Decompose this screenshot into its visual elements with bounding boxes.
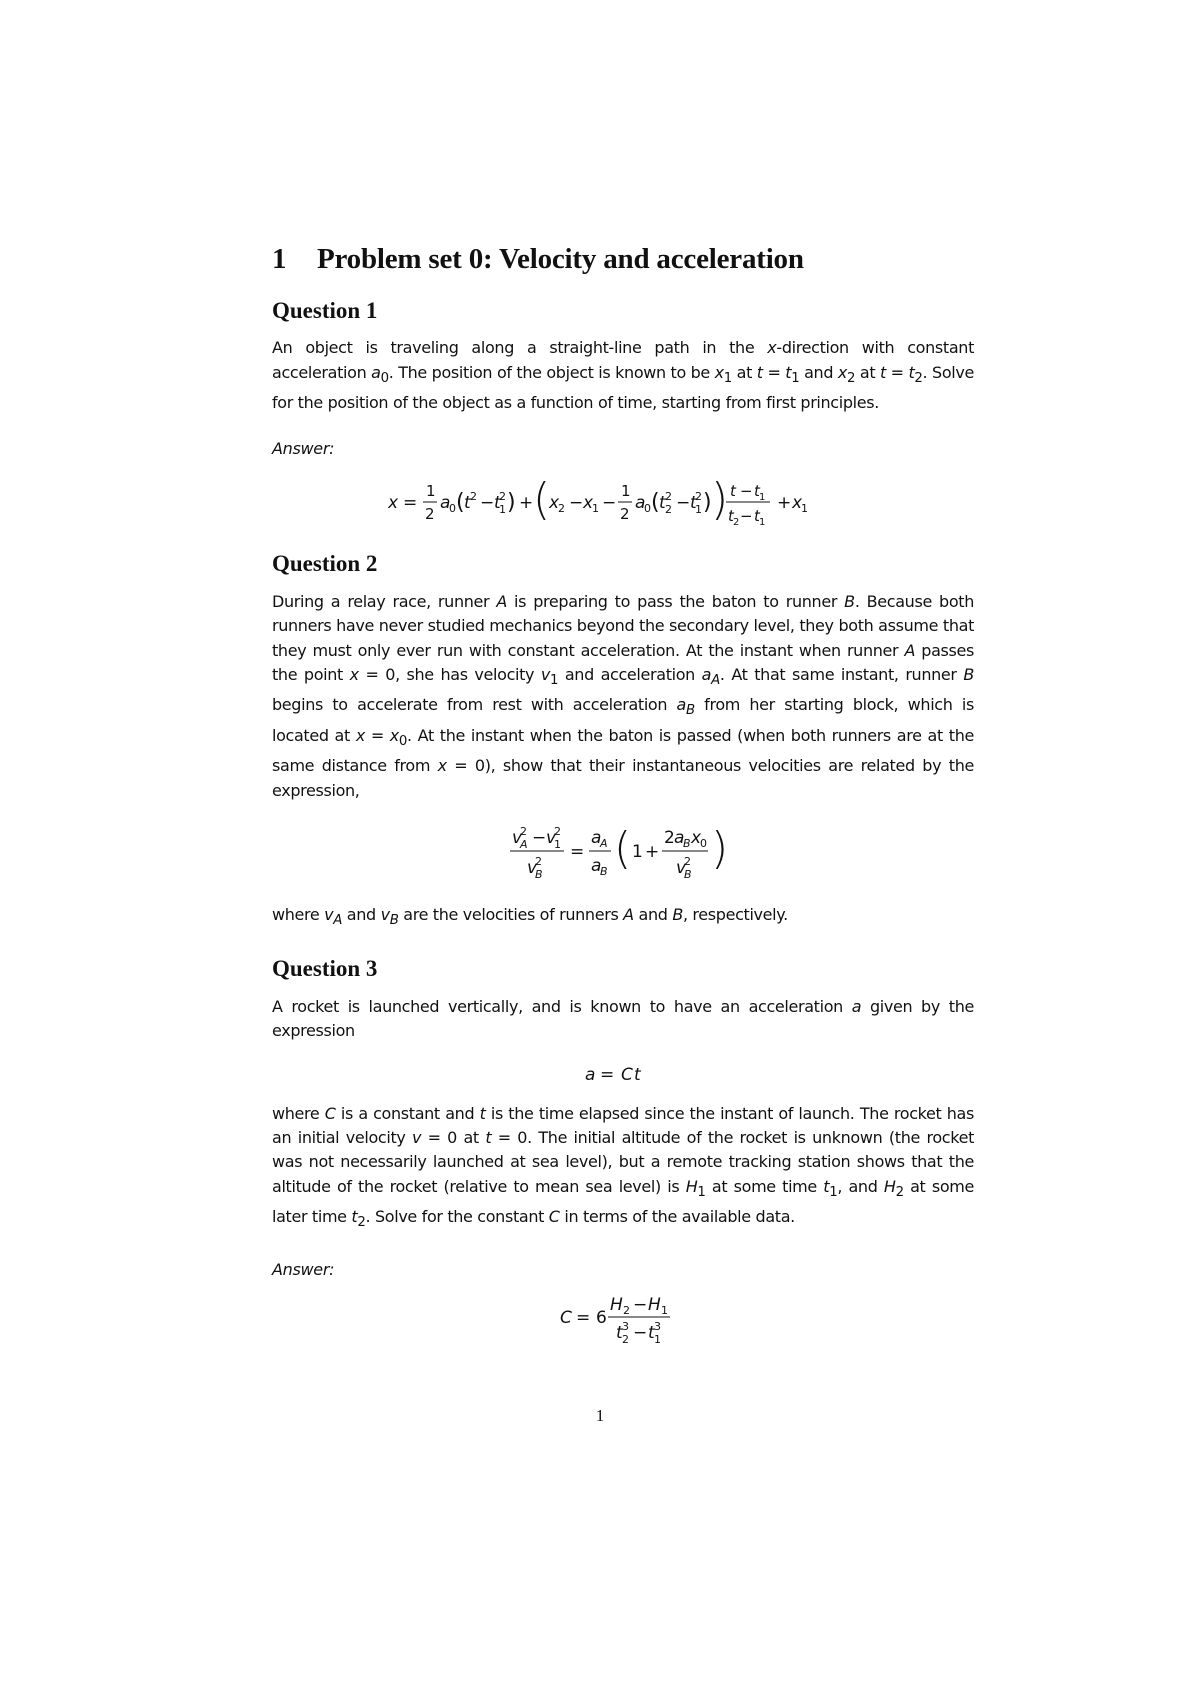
svg-text:1: 1 (759, 492, 766, 504)
svg-text:6: 6 (596, 1307, 607, 1328)
svg-text:−: − (602, 493, 617, 514)
equation-q3-given-svg (583, 1048, 663, 1100)
svg-text:2: 2 (622, 1332, 629, 1346)
question-1-text: An object is traveling along a straight-line path in the x-direction with constant acceleration $a_0$. The position of the object is known to be $x_1$ at $t = t_1$ and $x_2$ at $t = t_2$. Solve for the position of the object as a function of time, starting from first principles. (272, 338, 974, 413)
svg-text:−: − (569, 493, 584, 514)
svg-text:1: 1 (661, 1303, 668, 1317)
question-1-heading: Question 1 (272, 297, 378, 323)
page-number: 1 (595, 1406, 605, 1425)
svg-text:t: t (754, 507, 760, 526)
question-3-heading: Question 3 (272, 956, 378, 982)
question-2-equation (272, 811, 974, 891)
svg-text:C: C (560, 1307, 572, 1328)
svg-text:a: a (440, 493, 451, 514)
question-3-given-equation (272, 1048, 974, 1100)
question-1-answer-equation (272, 462, 974, 540)
svg-text:A: A (600, 837, 608, 850)
svg-text:t: t (464, 493, 471, 514)
svg-text:1: 1 (632, 842, 643, 862)
svg-text:2: 2 (535, 855, 542, 868)
svg-text:0: 0 (449, 502, 456, 516)
svg-text:(: ( (614, 823, 632, 874)
svg-text:3: 3 (622, 1319, 629, 1333)
svg-text:=: = (403, 493, 418, 514)
svg-text:2: 2 (664, 828, 675, 848)
svg-text:a: a (585, 1064, 596, 1085)
svg-text:2: 2 (684, 855, 691, 868)
svg-text:t: t (659, 493, 666, 514)
svg-text:1: 1 (801, 502, 808, 516)
question-3-answer-equation (272, 1285, 974, 1351)
svg-text:2: 2 (665, 503, 672, 517)
svg-text:=: = (570, 842, 585, 862)
svg-text:0: 0 (644, 502, 651, 516)
svg-text:): ) (507, 490, 516, 516)
svg-text:t: t (616, 1322, 623, 1343)
svg-text:(: ( (456, 490, 465, 516)
svg-text:1: 1 (654, 1332, 661, 1346)
svg-text:2: 2 (470, 490, 477, 504)
svg-text:−: − (633, 1322, 648, 1343)
svg-text:3: 3 (654, 1319, 661, 1333)
svg-text:1: 1 (621, 482, 631, 501)
svg-text:x: x (388, 493, 399, 514)
question-2-heading: Question 2 (272, 551, 378, 577)
svg-text:1: 1 (695, 503, 702, 517)
question-3-answer-label: Answer: (272, 1259, 335, 1279)
svg-text:−: − (740, 507, 753, 526)
svg-text:t: t (494, 493, 501, 514)
svg-text:B: B (535, 868, 543, 881)
svg-text:a: a (591, 856, 602, 876)
svg-text:B: B (600, 865, 608, 878)
svg-text:v: v (546, 828, 557, 848)
question-1 (272, 297, 974, 541)
svg-text:x: x (792, 493, 803, 514)
svg-text:1: 1 (426, 482, 436, 501)
equation-q1-svg (388, 462, 858, 540)
svg-text:2: 2 (733, 517, 740, 529)
svg-text:2: 2 (695, 490, 702, 504)
svg-text:2: 2 (499, 490, 506, 504)
svg-text:t: t (754, 482, 760, 501)
svg-text:2: 2 (554, 825, 561, 838)
svg-text:t: t (634, 1064, 641, 1085)
svg-text:): ) (711, 823, 729, 874)
svg-text:2: 2 (623, 1303, 630, 1317)
svg-text:B: B (684, 868, 692, 881)
svg-text:t: t (730, 482, 736, 501)
svg-text:1: 1 (592, 502, 599, 516)
svg-text:H: H (610, 1294, 623, 1315)
svg-text:v: v (527, 858, 538, 878)
svg-text:B: B (683, 837, 691, 850)
svg-text:t: t (690, 493, 697, 514)
svg-text:−: − (676, 493, 691, 514)
svg-text:x: x (691, 828, 702, 848)
svg-text:v: v (512, 828, 523, 848)
svg-text:2: 2 (520, 825, 527, 838)
svg-text:a: a (635, 493, 646, 514)
svg-text:2: 2 (558, 502, 565, 516)
svg-text:−: − (740, 482, 753, 501)
svg-text:−: − (532, 828, 547, 848)
section-heading (272, 242, 974, 277)
svg-text:=: = (600, 1064, 615, 1085)
section-title: Problem set 0: Velocity and acceleration (317, 243, 804, 275)
equation-q3-answer-svg (558, 1285, 688, 1351)
question-2 (272, 550, 974, 933)
svg-text:): ) (703, 490, 712, 516)
svg-text:x: x (549, 493, 560, 514)
svg-text:1: 1 (759, 517, 766, 529)
page-content (272, 242, 974, 1351)
svg-text:2: 2 (425, 505, 435, 524)
equation-q2-svg (508, 811, 738, 891)
svg-text:): ) (711, 474, 729, 526)
question-1-answer-label: Answer: (272, 439, 335, 459)
svg-text:+: + (645, 842, 660, 862)
question-3-text: A rocket is launched vertically, and is known to have an acceleration a given by the expression (272, 997, 974, 1041)
svg-text:0: 0 (700, 837, 707, 850)
svg-text:2: 2 (620, 505, 630, 524)
svg-text:1: 1 (554, 838, 561, 851)
svg-text:=: = (576, 1307, 591, 1328)
section-number: 1 (272, 243, 287, 275)
svg-text:+: + (519, 493, 534, 514)
svg-text:1: 1 (499, 503, 506, 517)
svg-text:+: + (777, 493, 792, 514)
svg-text:−: − (633, 1294, 648, 1315)
question-2-text-after: where $v_A$ and $v_B$ are the velocities of runners A and B, respectively. (272, 905, 788, 929)
svg-text:x: x (583, 493, 594, 514)
svg-text:(: ( (651, 490, 660, 516)
svg-text:H: H (648, 1294, 661, 1315)
svg-text:t: t (728, 507, 734, 526)
question-3 (272, 955, 974, 1350)
svg-text:2: 2 (665, 490, 672, 504)
svg-text:v: v (676, 858, 687, 878)
svg-text:C: C (621, 1064, 633, 1085)
question-2-text: During a relay race, runner A is preparing to pass the baton to runner B. Because both runners have never studied mechanics beyond the secondary level, they both assume that they must only ever run with constant acceleration. At the instant when runner A passes the point x = 0, she has velocity $v_1$ and acceleration $a_A$. At that same instant, runner B begins to accelerate from rest with acceleration $a_B$ from her starting block, which is located at $x = x_0$. At the instant when the baton is passed (when both runners are at the same distance from x = 0), show that their instantaneous velocities are related by the expression, (272, 592, 974, 800)
svg-text:a: a (674, 828, 685, 848)
svg-text:A: A (520, 838, 528, 851)
svg-text:a: a (591, 828, 602, 848)
svg-text:−: − (480, 493, 495, 514)
question-3-text-after: where C is a constant and t is the time elapsed since the instant of launch. The rocket has an initial velocity v = 0 at t = 0. The initial altitude of the rocket is unknown (the rocket was not necessarily launched at sea level), but a remote tracking station shows that the altitude of the rocket (relative to mean sea level) is $H_1$ at some time $t_1$, and $H_2$ at some later time $t_2$. Solve for the constant C in terms of the available data. (272, 1103, 974, 1231)
svg-text:(: ( (533, 474, 551, 526)
svg-text:t: t (648, 1322, 655, 1343)
